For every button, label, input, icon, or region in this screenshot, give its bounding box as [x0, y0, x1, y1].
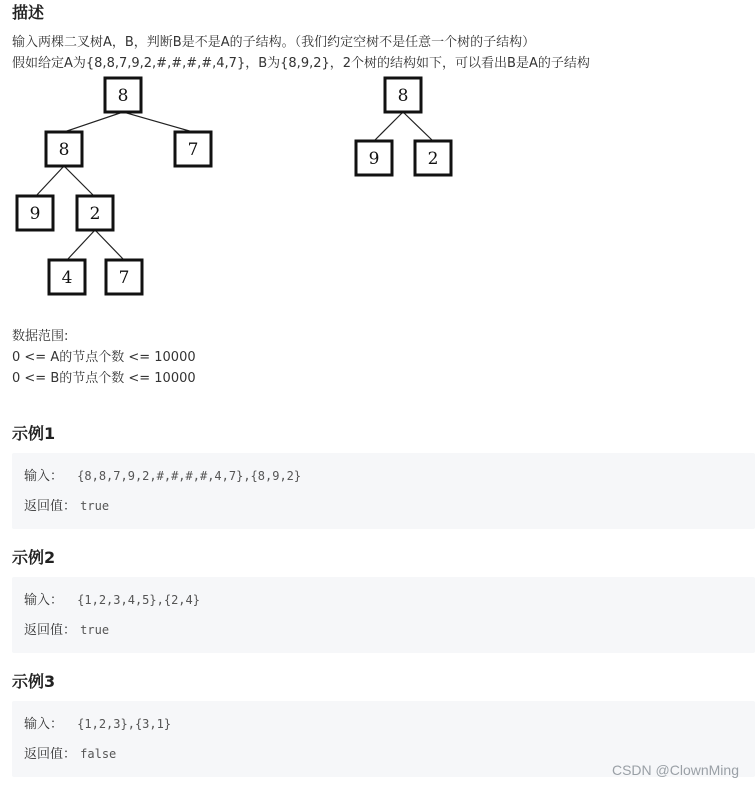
- svg-text:8: 8: [397, 86, 409, 106]
- tree-b-edge: [374, 112, 403, 141]
- tree-b-edge: [403, 112, 433, 141]
- input-label: 输入：: [24, 593, 64, 608]
- svg-text:9: 9: [29, 204, 41, 224]
- svg-text:4: 4: [61, 268, 73, 288]
- output-value: true: [80, 623, 110, 637]
- tree-diagrams: [0, 70, 470, 302]
- tree-a-edge: [95, 230, 124, 260]
- tree-a-edge: [67, 230, 95, 260]
- description-line-2: 假如给定A为{8,8,7,9,2,#,#,#,#,4,7}，B为{8,9,2}，2个树的结构如下，可以看出B是A的子结构: [12, 56, 590, 71]
- output-value: true: [80, 499, 110, 513]
- tree-a-edge: [35, 166, 64, 197]
- tree-a-node: [17, 196, 53, 230]
- tree-a-edge: [64, 166, 95, 197]
- input-label: 输入：: [24, 717, 64, 732]
- example-2-output-row: [24, 621, 109, 640]
- example-1-input-row: [24, 467, 301, 486]
- example-3-output-row: [24, 745, 116, 764]
- input-value: {8,8,7,9,2,#,#,#,#,4,7},{8,9,2}: [77, 469, 302, 483]
- constraint-line-2: 0 <= B的节点个数 <= 10000: [12, 371, 196, 386]
- example-3-title: 示例3: [12, 672, 56, 691]
- example-1-output-row: [24, 497, 109, 516]
- example-2-input-row: [24, 591, 200, 610]
- example-2-title: 示例2: [12, 548, 56, 567]
- output-value: false: [80, 747, 117, 761]
- output-label: 返回值：: [24, 623, 77, 638]
- svg-text:7: 7: [187, 140, 199, 160]
- tree-a-edge: [64, 112, 123, 132]
- svg-text:9: 9: [368, 149, 380, 169]
- watermark: CSDN @ClownMing: [611, 762, 739, 778]
- svg-text:8: 8: [117, 86, 129, 106]
- input-value: {1,2,3},{3,1}: [77, 717, 172, 731]
- tree-a-edge: [123, 112, 193, 132]
- tree-b-node: [356, 141, 392, 175]
- example-3-input-row: [24, 715, 171, 734]
- example-1-title: 示例1: [12, 424, 56, 443]
- output-label: 返回值：: [24, 747, 77, 762]
- input-value: {1,2,3,4,5},{2,4}: [77, 593, 200, 607]
- svg-text:2: 2: [427, 149, 439, 169]
- tree-svg: [0, 70, 470, 302]
- tree-a-node: [105, 78, 141, 112]
- input-label: 输入：: [24, 469, 64, 484]
- tree-a-node: [49, 260, 85, 294]
- constraint-line-1: 0 <= A的节点个数 <= 10000: [12, 350, 196, 365]
- svg-text:7: 7: [118, 268, 130, 288]
- svg-text:8: 8: [58, 140, 70, 160]
- tree-a-node: [77, 196, 113, 230]
- example-2-box: [12, 577, 755, 653]
- tree-a-node: [46, 132, 82, 166]
- tree-b-node: [385, 78, 421, 112]
- svg-text:2: 2: [89, 204, 101, 224]
- description-heading: 描述: [12, 3, 45, 22]
- tree-a-node: [106, 260, 142, 294]
- example-1-box: [12, 453, 755, 529]
- output-label: 返回值：: [24, 499, 77, 514]
- constraints-title: 数据范围:: [12, 329, 69, 344]
- tree-b-node: [415, 141, 451, 175]
- tree-a-node: [175, 132, 211, 166]
- description-line-1: 输入两棵二叉树A，B，判断B是不是A的子结构。（我们约定空树不是任意一个树的子结构）: [12, 35, 536, 50]
